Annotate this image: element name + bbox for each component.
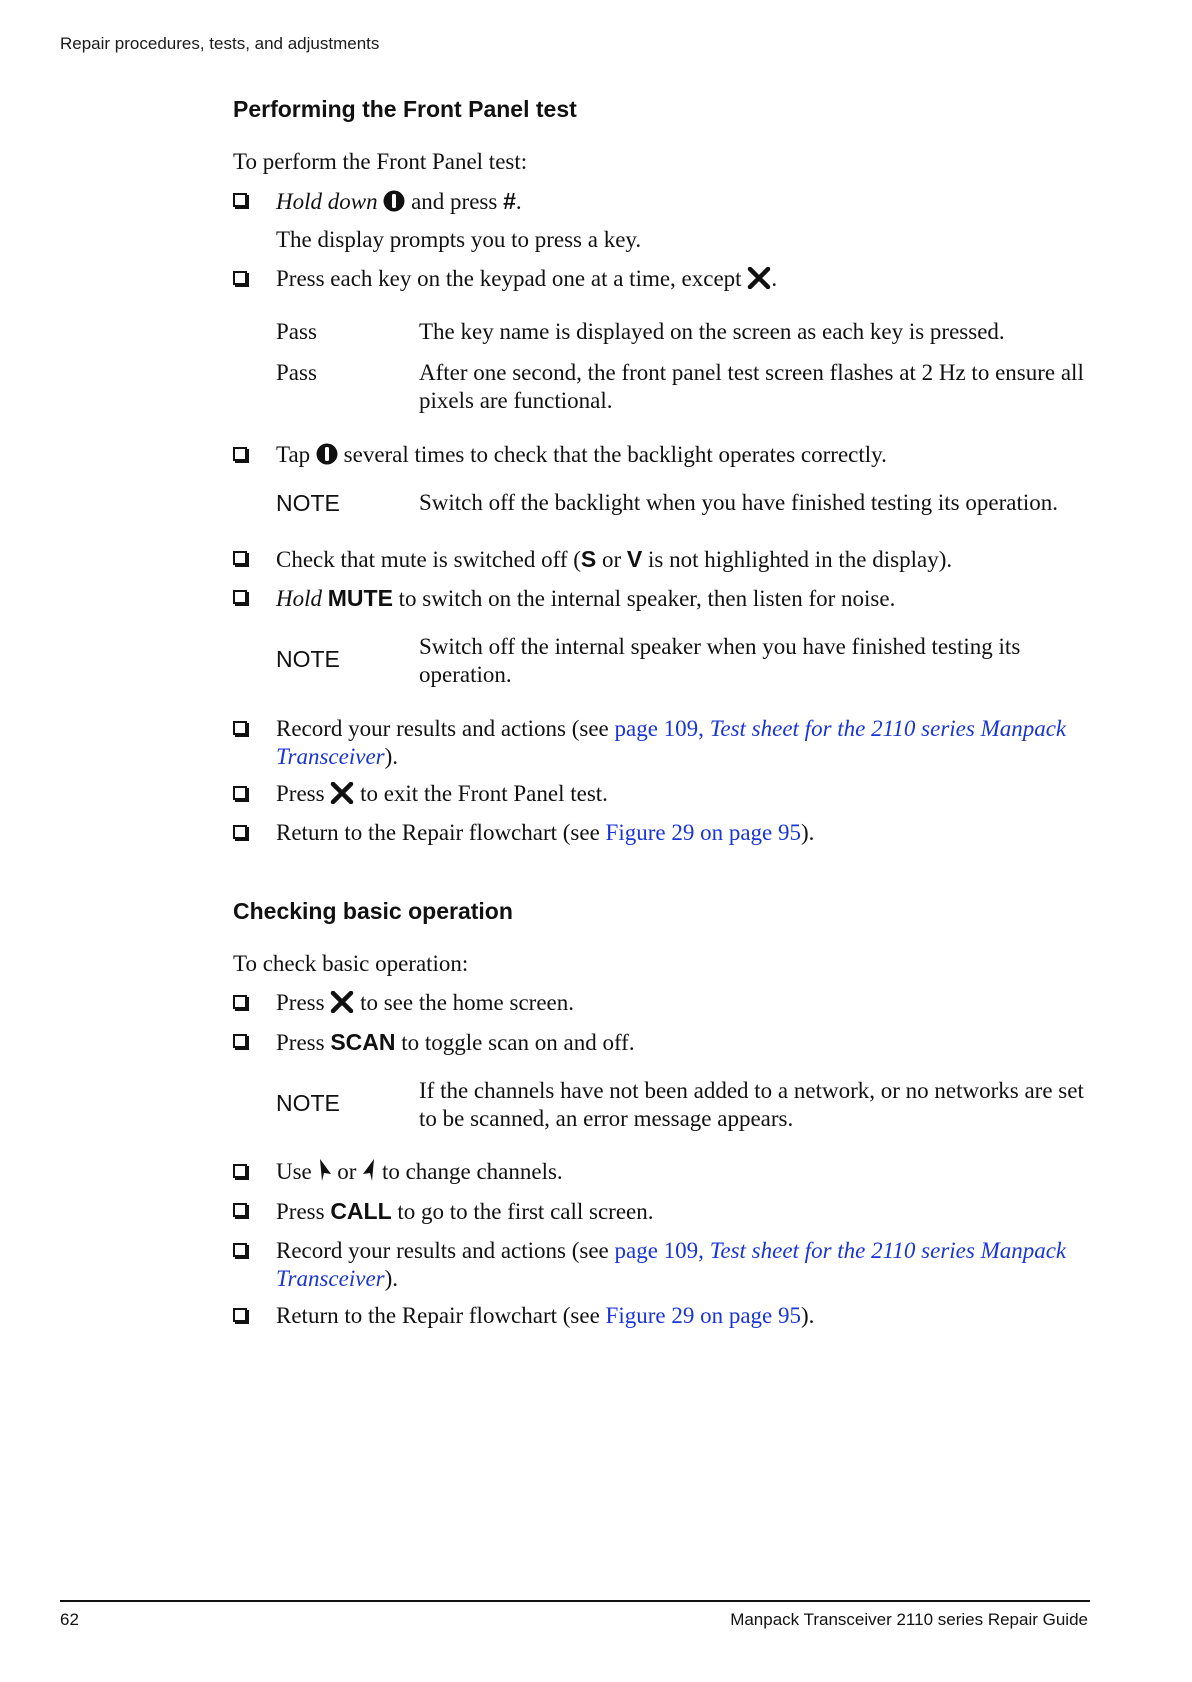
scan-indicator-s: S (580, 546, 597, 572)
section-intro: To check basic operation: (233, 951, 469, 976)
channel-up-icon (318, 1158, 332, 1189)
note-text: If the channels have not been added to a network, or no networks are set to be scanned, an error message appears. (419, 1078, 1084, 1131)
footer-divider (60, 1600, 1090, 1602)
mute-key: MUTE (327, 585, 393, 611)
checkbox-icon (233, 825, 247, 839)
step-item: Tap several times to check that the backlight operates correctly. (233, 441, 1093, 472)
checkbox-icon (233, 193, 247, 207)
step-item: Return to the Repair flowchart (see Figure 29 on page 95). (233, 1302, 1093, 1330)
step-item: Record your results and actions (see page 109, Test sheet for the 2110 series Manpack Transceiver). (233, 715, 1093, 771)
call-key: CALL (330, 1198, 392, 1224)
section-heading-basic-operation: Checking basic operation (233, 898, 513, 924)
cancel-x-icon (330, 782, 354, 811)
test-sheet-link[interactable]: page 109, Test sheet for the 2110 series Manpack Transceiver (276, 1238, 1067, 1291)
step-item: Record your results and actions (see page 109, Test sheet for the 2110 series Manpack Transceiver). (233, 1237, 1093, 1293)
step-item: Press SCAN to toggle scan on and off. (233, 1028, 1093, 1057)
checkbox-icon (233, 590, 247, 604)
result-label: Pass (276, 360, 317, 385)
result-label: Pass (276, 319, 317, 344)
step-item: Hold MUTE to switch on the internal speaker, then listen for noise. (233, 584, 1093, 613)
checkbox-icon (233, 786, 247, 800)
note-label: NOTE (276, 490, 340, 516)
cancel-x-icon (747, 267, 771, 296)
hash-key: # (503, 188, 516, 214)
note-text: Switch off the backlight when you have finished testing its operation. (419, 490, 1058, 515)
test-sheet-link[interactable]: page 109, Test sheet for the 2110 series Manpack Transceiver (276, 716, 1067, 769)
cancel-x-icon (330, 991, 354, 1020)
note-text: Switch off the internal speaker when you have finished testing its operation. (419, 634, 1021, 687)
checkbox-icon (233, 1034, 247, 1048)
note-label: NOTE (276, 646, 340, 672)
section-intro: To perform the Front Panel test: (233, 149, 528, 174)
flowchart-link[interactable]: Figure 29 on page 95 (605, 1303, 802, 1328)
step-item: Return to the Repair flowchart (see Figure 29 on page 95). (233, 819, 1093, 847)
running-header: Repair procedures, tests, and adjustments (60, 34, 380, 53)
checkbox-icon (233, 1203, 247, 1217)
result-description: After one second, the front panel test screen flashes at 2 Hz to ensure all pixels are functional. (419, 360, 1084, 413)
note-label: NOTE (276, 1090, 340, 1116)
checkbox-icon (233, 447, 247, 461)
flowchart-link[interactable]: Figure 29 on page 95 (605, 820, 802, 845)
result-description: The key name is displayed on the screen as each key is pressed. (419, 319, 1005, 344)
step-item: Press CALL to go to the first call screen. (233, 1197, 1093, 1226)
channel-down-icon (362, 1158, 376, 1189)
step-item: Press each key on the keypad one at a time, except . (233, 265, 1093, 296)
checkbox-icon (233, 1308, 247, 1322)
section-heading-front-panel-test: Performing the Front Panel test (233, 96, 577, 122)
checkbox-icon (233, 551, 247, 565)
step-item: Hold down and press #. (233, 187, 1093, 219)
step-item: Press to exit the Front Panel test. (233, 780, 1093, 811)
step-sub-text: The display prompts you to press a key. (276, 227, 642, 252)
checkbox-icon (233, 1164, 247, 1178)
light-button-icon (316, 443, 338, 472)
page-number: 62 (60, 1610, 79, 1629)
scan-key: SCAN (330, 1029, 396, 1055)
checkbox-icon (233, 1243, 247, 1257)
step-item: Use or to change channels. (233, 1158, 1093, 1189)
scan-indicator-v: V (626, 546, 643, 572)
checkbox-icon (233, 721, 247, 735)
footer-doc-title: Manpack Transceiver 2110 series Repair Guide (730, 1610, 1088, 1629)
light-button-icon (383, 190, 405, 219)
checkbox-icon (233, 995, 247, 1009)
checkbox-icon (233, 271, 247, 285)
step-item: Press to see the home screen. (233, 989, 1093, 1020)
step-item: Check that mute is switched off (S or V is not highlighted in the display). (233, 545, 1093, 574)
